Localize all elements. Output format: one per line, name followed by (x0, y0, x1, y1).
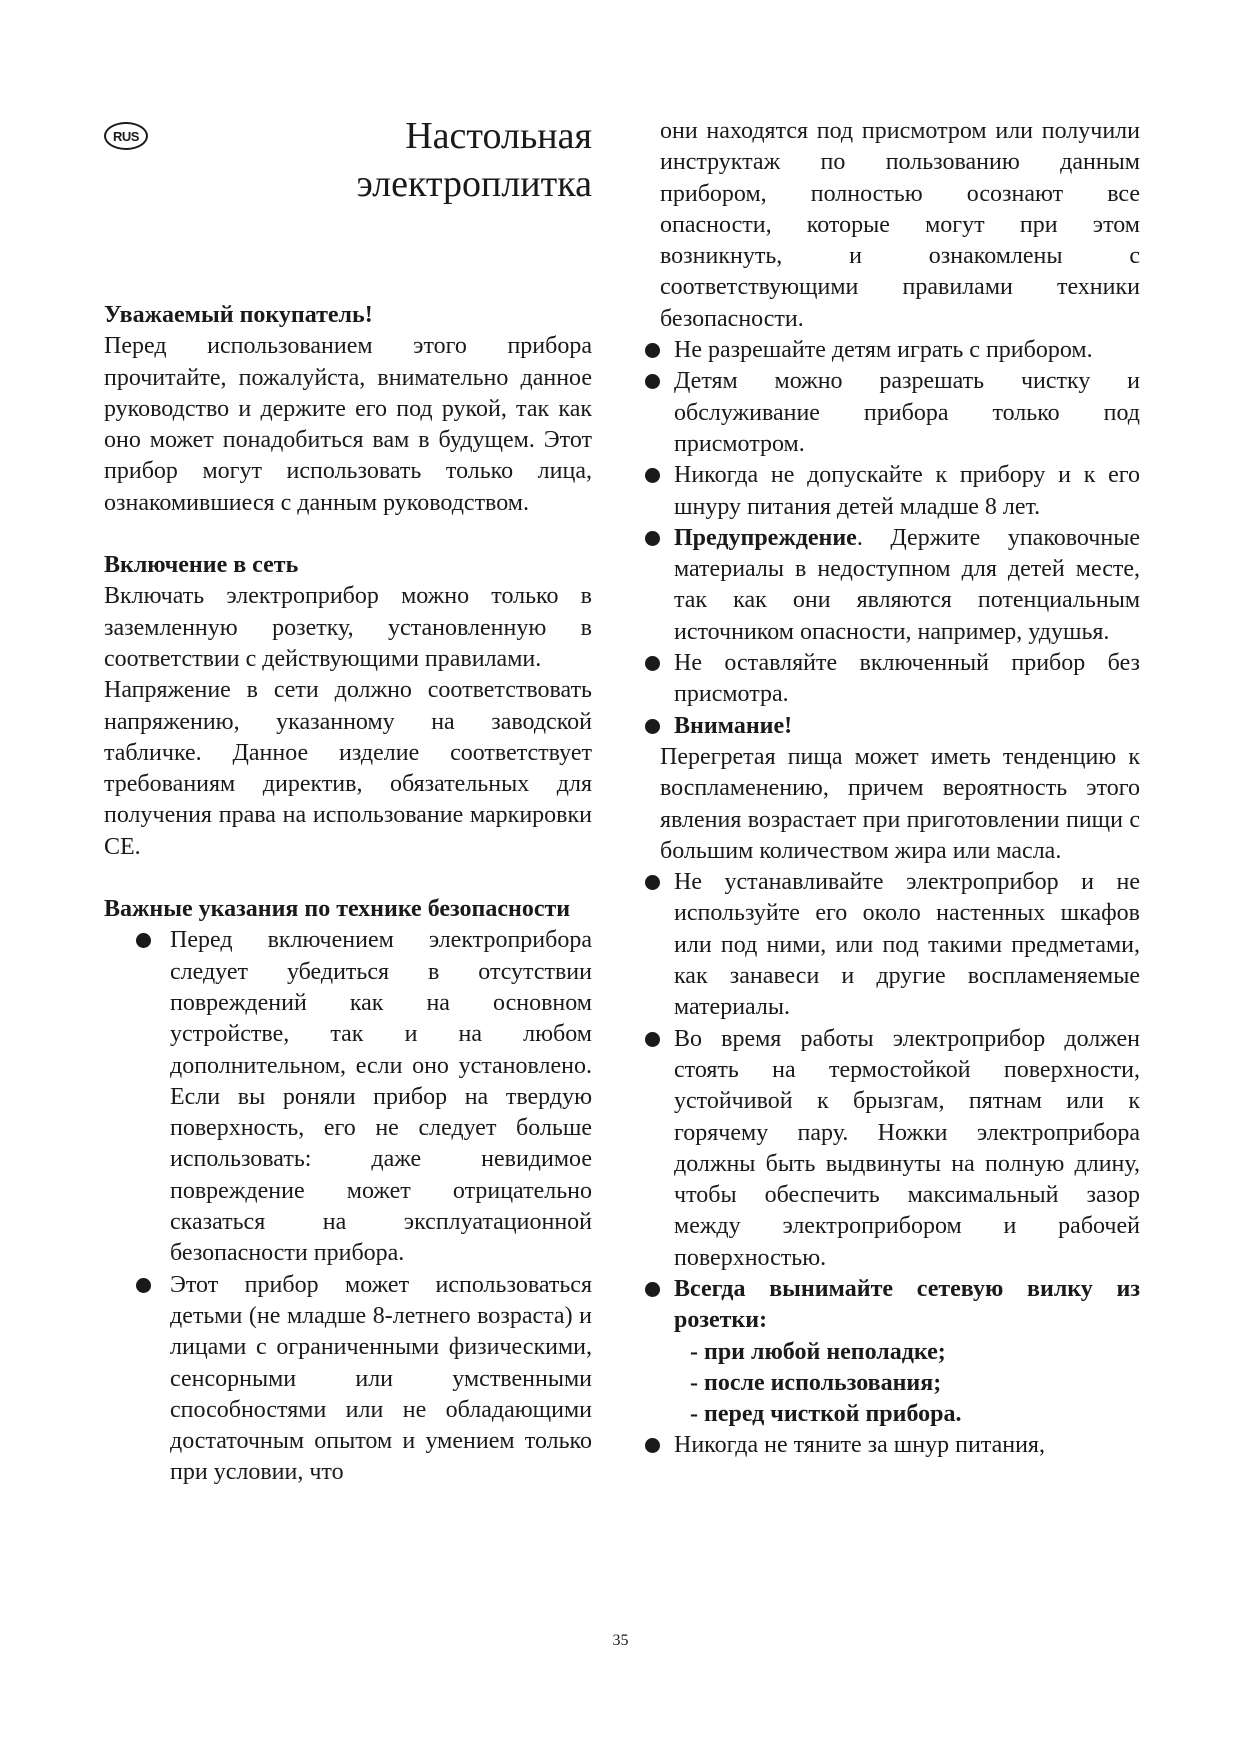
bullet-icon (645, 656, 660, 671)
title-line-2: электроплитка (356, 163, 592, 205)
page-number: 35 (612, 1632, 629, 1649)
safety-list (134, 925, 592, 1488)
unplug-heading: Всегда вынимайте сетевую вилку из розетки: (674, 1275, 1140, 1334)
list-item: Во время работы электроприбор должен стоять на термостойкой поверхности, устойчивой к брызгам, пятнам или к горячему пару. Ножки электроприбора должны быть выдвинуты на полную длину, чтобы обеспечить максимальный зазор между электроприбором и рабочей поверхностью. (660, 1024, 1140, 1274)
right-column (660, 116, 1140, 1462)
title-line-1: Настольная (405, 115, 592, 157)
language-badge: RUS (104, 122, 148, 150)
bullet-icon (645, 343, 660, 358)
attention-label: Внимание! (674, 712, 793, 739)
unplug-sub-item: - после использования; (690, 1369, 942, 1396)
power-text-1: Включать электроприбор можно только в заземленную розетку, установленную в соответствии с действующими правилами. (104, 583, 592, 672)
warning-text: . Держите упаковочные материалы в недоступном для детей месте, так как они являются потенциальным источником опасности, например, удушья. (674, 524, 1140, 645)
bullet-icon (136, 1278, 151, 1293)
attention-item (660, 711, 1140, 742)
unplug-item (660, 1274, 1140, 1337)
page-title (300, 112, 592, 208)
list-item: Детям можно разрешать чистку и обслуживание прибора только под присмотром. (660, 366, 1140, 460)
list-item: Не оставляйте включенный прибор без присмотра. (660, 648, 1140, 711)
bullet-icon (645, 468, 660, 483)
bullet-icon (136, 933, 151, 948)
continuation-text: они находятся под присмотром или получили инструктаж по пользованию данным прибором, полностью осознают все опасности, которые могут при этом возникнуть, и ознакомлены с соответствующими правилами техники безопасности. (660, 118, 1140, 332)
bullet-icon (645, 374, 660, 389)
bullet-icon (645, 1282, 660, 1297)
warning-item (660, 523, 1140, 648)
unplug-sub-item: - перед чисткой прибора. (690, 1401, 962, 1428)
bullet-icon (645, 719, 660, 734)
attention-text: Перегретая пища может иметь тенденцию к воспламенению, причем вероятность этого явления возрастает при приготовлении пищи с большим количеством жира или масла. (660, 743, 1140, 864)
safety-heading: Важные указания по технике безопасности (104, 896, 571, 923)
warning-label: Предупреждение (674, 524, 857, 551)
list-item: Не устанавливайте электроприбор и не используйте его около настенных шкафов или под ними, или под такими предметами, как занавеси и другие воспламеняемые материалы. (660, 867, 1140, 1023)
bullet-icon (645, 875, 660, 890)
list-item: Никогда не допускайте к прибору и к его шнуру питания детей младше 8 лет. (660, 460, 1140, 523)
bullet-icon (645, 1032, 660, 1047)
bullet-icon (645, 531, 660, 546)
list-item: Этот прибор может использоваться детьми (не младше 8-летнего возраста) и лицами с ограниченными физическими, сенсорными или умственными способностями или не обладающими достаточным опытом и умением только при условии, что (134, 1270, 592, 1489)
left-column (104, 300, 592, 1489)
power-text-2: Напряжение в сети должно соответствовать напряжению, указанному на заводской табличке. Данное изделие соответствует требованиям директив, обязательных для получения права на использование маркировки CE. (104, 677, 592, 860)
list-item: Перед включением электроприбора следует убедиться в отсутствии повреждений как на основном устройстве, так и на любом дополнительном, если оно установлено. Если вы роняли прибор на твердую поверхность, его не следует больше использовать: даже невидимое повреждение может отрицательно сказаться на эксплуатационной безопасности прибора. (134, 925, 592, 1269)
power-heading: Включение в сеть (104, 552, 299, 579)
greeting-text: Перед использованием этого прибора прочитайте, пожалуйста, внимательно данное руководство и держите его под рукой, так как оно может понадобиться вам в будущем. Этот прибор могут использовать только лица, ознакомившиеся с данным руководством. (104, 333, 592, 516)
bullet-icon (645, 1438, 660, 1453)
greeting-heading: Уважаемый покупатель! (104, 302, 373, 328)
unplug-sub-item: - при любой неполадке; (690, 1338, 946, 1365)
list-item: Не разрешайте детям играть с прибором. (660, 335, 1140, 366)
list-item: Никогда не тяните за шнур питания, (660, 1430, 1140, 1461)
